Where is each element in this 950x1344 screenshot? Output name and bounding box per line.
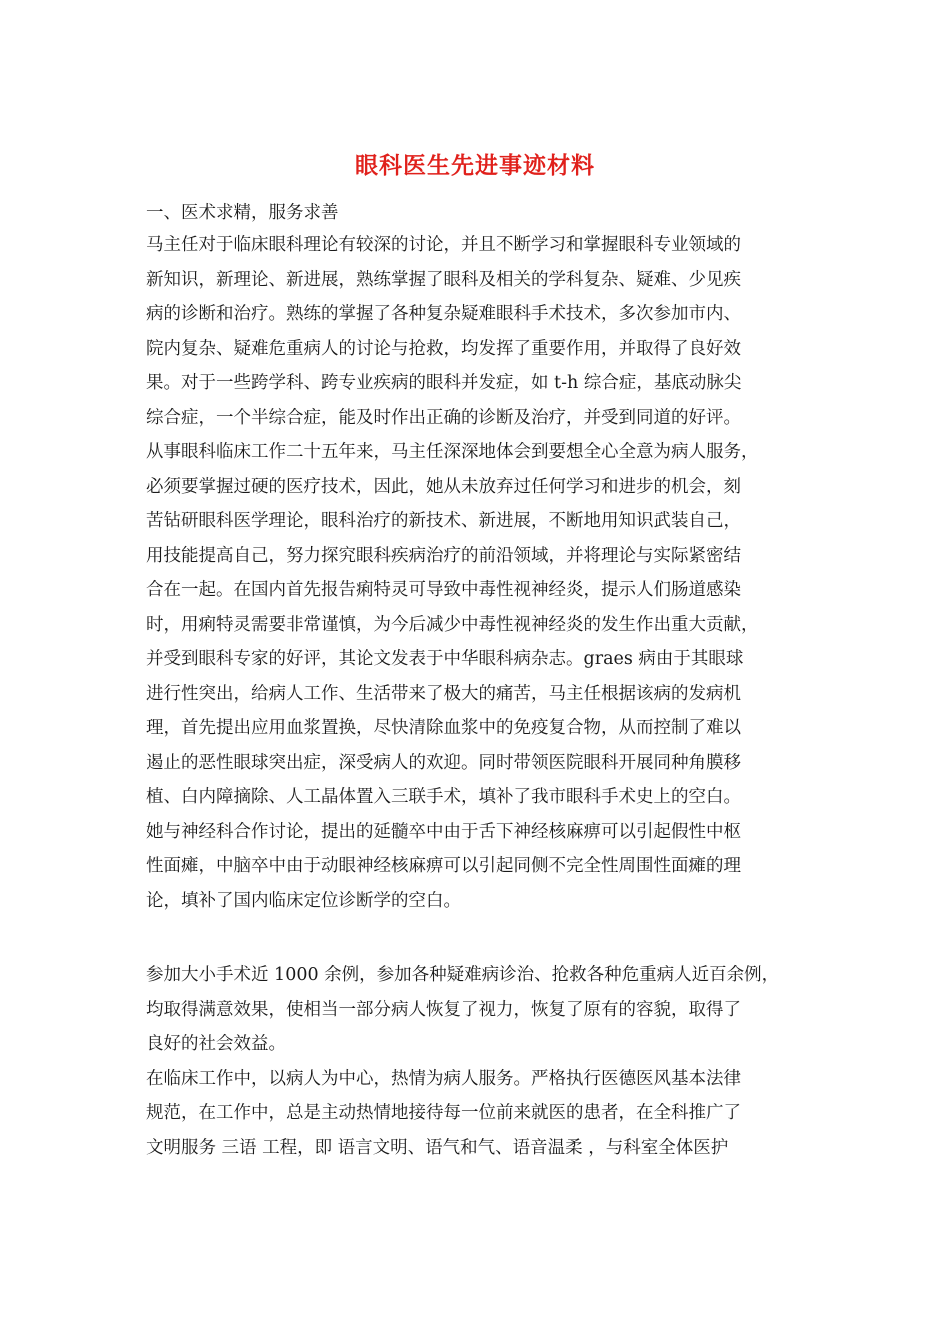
text-line: 时，用痢特灵需要非常谨慎，为今后减少中毒性视神经炎的发生作出重大贡献， <box>146 614 759 635</box>
text-line: 进行性突出，给病人工作、生活带来了极大的痛苦，马主任根据该病的发病机 <box>146 683 741 704</box>
text-line: 参加大小手术近 1000 余例，参加各种疑难病诊治、抢救各种危重病人近百余例， <box>146 965 780 985</box>
text-line: 均取得满意效果，使相当一部分病人恢复了视力，恢复了原有的容貌，取得了 <box>146 999 741 1020</box>
text-line: 她与神经科合作讨论，提出的延髓卒中由于舌下神经核麻痹可以引起假性中枢 <box>146 821 741 842</box>
text-line: 理，首先提出应用血浆置换，尽快清除血浆中的免疫复合物，从而控制了难以 <box>146 718 741 738</box>
text-line: 病的诊断和治疗。熟练的掌握了各种复杂疑难眼科手术技术，多次参加市内、 <box>146 304 741 324</box>
text-line: 性面瘫，中脑卒中由于动眼神经核麻痹可以引起同侧不完全性周围性面瘫的理 <box>146 856 741 876</box>
text-line: 并受到眼科专家的好评，其论文发表于中华眼科病杂志。graes 病由于其眼球 <box>146 649 744 669</box>
paragraph-block-1 <box>146 228 816 918</box>
text-line: 论，填补了国内临床定位诊断学的空白。 <box>146 890 461 911</box>
text-line: 必须要掌握过硬的医疗技术，因此，她从未放弃过任何学习和进步的机会，刻 <box>146 476 741 497</box>
text-line: 果。对于一些跨学科、跨专业疾病的眼科并发症，如 t-h 综合症，基底动脉尖 <box>146 373 742 393</box>
paragraph-gap <box>146 918 816 958</box>
paragraph-block-2 <box>146 958 816 1165</box>
text-line: 综合症，一个半综合症，能及时作出正确的诊断及治疗，并受到同道的好评。 <box>146 407 741 428</box>
text-line: 马主任对于临床眼科理论有较深的讨论，并且不断学习和掌握眼科专业领域的 <box>146 235 741 255</box>
text-line: 文明服务 三语 工程，即 语言文明、语气和气、语音温柔 ，与科室全体医护 <box>146 1137 729 1158</box>
text-line: 遏止的恶性眼球突出症，深受病人的欢迎。同时带领医院眼科开展同种角膜移 <box>146 752 741 773</box>
text-line: 新知识，新理论、新进展，熟练掌握了眼科及相关的学科复杂、疑难、少见疾 <box>146 269 741 290</box>
text-line: 规范，在工作中，总是主动热情地接待每一位前来就医的患者，在全科推广了 <box>146 1103 741 1123</box>
document-title: 眼科医生先进事迹材料 <box>355 152 595 179</box>
text-line: 用技能提高自己，努力探究眼科疾病治疗的前沿领域，并将理论与实际紧密结 <box>146 545 741 566</box>
section-heading: 一、医术求精，服务求善 <box>146 203 339 223</box>
document-body <box>146 198 816 1165</box>
text-line: 从事眼科临床工作二十五年来，马主任深深地体会到要想全心全意为病人服务， <box>146 442 759 462</box>
text-line: 在临床工作中，以病人为中心，热情为病人服务。严格执行医德医风基本法律 <box>146 1068 741 1089</box>
text-line: 苦钻研眼科医学理论，眼科治疗的新技术、新进展，不断地用知识武装自己， <box>146 511 741 531</box>
text-line: 合在一起。在国内首先报告痢特灵可导致中毒性视神经炎，提示人们肠道感染 <box>146 580 741 600</box>
text-line: 良好的社会效益。 <box>146 1034 286 1054</box>
text-line: 院内复杂、疑难危重病人的讨论与抢救，均发挥了重要作用，并取得了良好效 <box>146 338 741 359</box>
text-line: 植、白内障摘除、人工晶体置入三联手术，填补了我市眼科手术史上的空白。 <box>146 787 741 807</box>
